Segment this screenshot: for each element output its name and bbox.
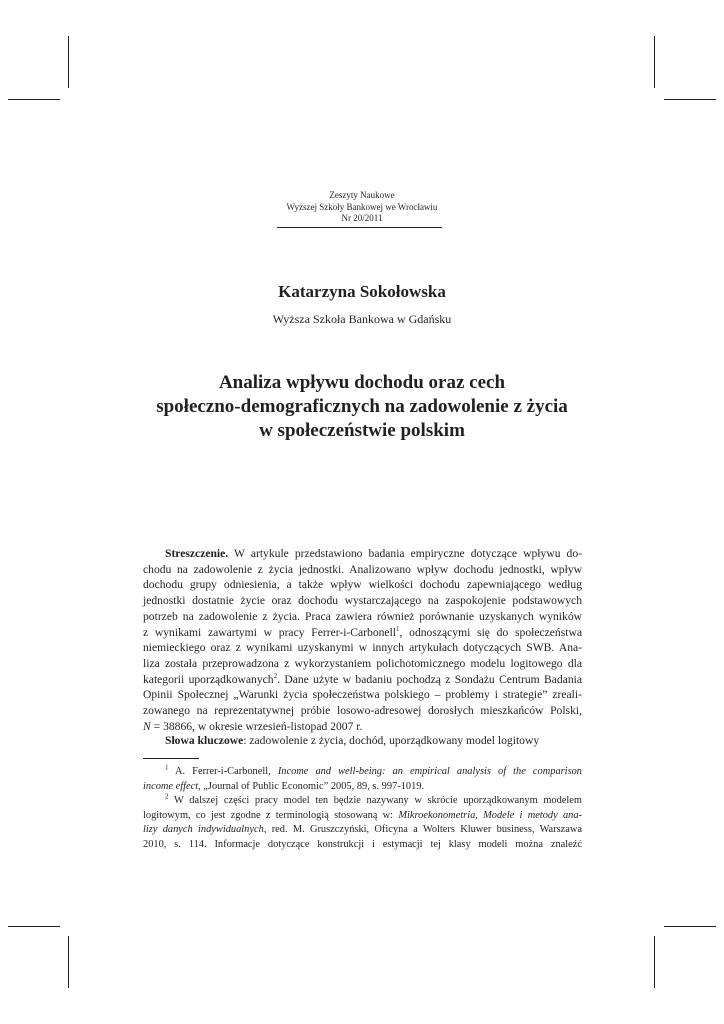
- crop-mark-top-left-horizontal: [8, 99, 60, 100]
- title-line-3: w społeczeństwie polskim: [259, 420, 465, 441]
- footnote-ref-1[interactable]: 1: [396, 624, 400, 633]
- keywords-label: Słowa kluczowe: [165, 734, 244, 747]
- abstract-line: liza została przeprowadzona z wykorzystaniem polichotomicznego modelu logitowego dla: [143, 656, 582, 670]
- footnote-2-cont: logitowym, co jest zgodne z terminologią stosowaną w: Mikroekonometria, Modele i metody ana-: [143, 809, 582, 821]
- journal-institution: Wyższej Szkoły Bankowej we Wrocławiu: [286, 201, 438, 212]
- abstract: [143, 546, 582, 734]
- keywords: [143, 733, 604, 749]
- title-line-2: społeczno-demograficznych na zadowolenie z życia: [156, 396, 568, 417]
- crop-mark-bottom-right-horizontal: [664, 926, 716, 927]
- article-title: [100, 371, 624, 443]
- abstract-line: Opinii Społecznej „Warunki życia społeczeństwa polskiego – problemy i strategie” zreali-: [143, 688, 582, 702]
- abstract-line: niemieckiego oraz z wynikami uzyskanymi w innych artykułach dotyczących SWB. Ana-: [143, 641, 582, 655]
- crop-mark-bottom-right-vertical: [654, 936, 655, 988]
- journal-name: Zeszyty Naukowe: [329, 190, 395, 200]
- crop-mark-top-left-vertical: [68, 36, 69, 88]
- abstract-line: potrzeb na zadowolenie z życia. Praca zawiera również porównanie uzyskanych wyników: [143, 609, 582, 623]
- crop-mark-top-right-horizontal: [664, 99, 716, 100]
- author-name: Katarzyna Sokołowska: [278, 282, 446, 301]
- crop-mark-bottom-left-horizontal: [8, 926, 60, 927]
- footnote-2-cont: 2010, s. 114. Informacje dotyczące konstrukcji i estymacji tej klasy modeli można znaleźć: [143, 838, 582, 850]
- footnote-1: $^1$ A. Ferrer-i-Carbonell, Income and well-being: an empirical analysis of the comparison: [165, 763, 583, 777]
- abstract-line: chodu na zadowolenie z życia jednostki. Analizowano wpływ dochodu jednostki, wpływ: [143, 562, 582, 576]
- abstract-line: zowanego na reprezentatywnej próbie losowo-adresowej dorosłych mieszkańców Polski,: [143, 704, 582, 718]
- title-line-1: Analiza wpływu dochodu oraz cech: [218, 372, 506, 393]
- abstract-line: N = 38866, w okresie wrzesień-listopad 2007 r.: [143, 719, 363, 733]
- footnote-2-cont: lizy danych indywidualnych, red. M. Gruszczyński, Oficyna a Wolters Kluwer business, Warszawa: [143, 824, 582, 836]
- crop-mark-bottom-left-vertical: [68, 936, 69, 988]
- footnotes: [143, 765, 582, 853]
- journal-rule: [277, 227, 442, 228]
- footnote-1-cont: income effect, „Journal of Public Economic” 2005, 89, s. 997-1019.: [143, 780, 425, 792]
- keywords-text: : zadowolenie z życia, dochód, uporządkowany model logitowy: [243, 734, 540, 747]
- abstract-line: Streszczenie. W artykule przedstawiono badania empiryczne dotyczące wpływu do-: [165, 547, 582, 560]
- footnote-2: $^2$ W dalszej części pracy model ten będzie nazywany w skrócie uporządkowanym modelem: [165, 792, 582, 807]
- footnote-ref-2[interactable]: 2: [273, 671, 278, 680]
- author-affiliation: Wyższa Szkoła Bankowa w Gdańsku: [272, 312, 452, 326]
- footnote-rule: [143, 758, 199, 759]
- abstract-label: Streszczenie.: [165, 547, 229, 560]
- abstract-line: z wynikami zawartymi w pracy Ferrer-i-Carbonell$^1$, odnoszącymi się do społeczeństwa: [143, 624, 582, 639]
- crop-mark-top-right-vertical: [654, 36, 655, 88]
- journal-issue: Nr 20/2011: [341, 213, 383, 223]
- abstract-line: jednostki dostatnie życie oraz dochodu wystarczającego na zaspokojenie podstawowych: [143, 594, 582, 608]
- journal-header: [0, 190, 724, 225]
- abstract-line: kategorii uporządkowanych$^2$. Dane użyte w badaniu pochodzą z Sondażu Centrum Badania: [143, 671, 583, 686]
- abstract-line: dochodu grupy odniesienia, a także wpływ wielkości dochodu zapewniającego według: [143, 578, 582, 592]
